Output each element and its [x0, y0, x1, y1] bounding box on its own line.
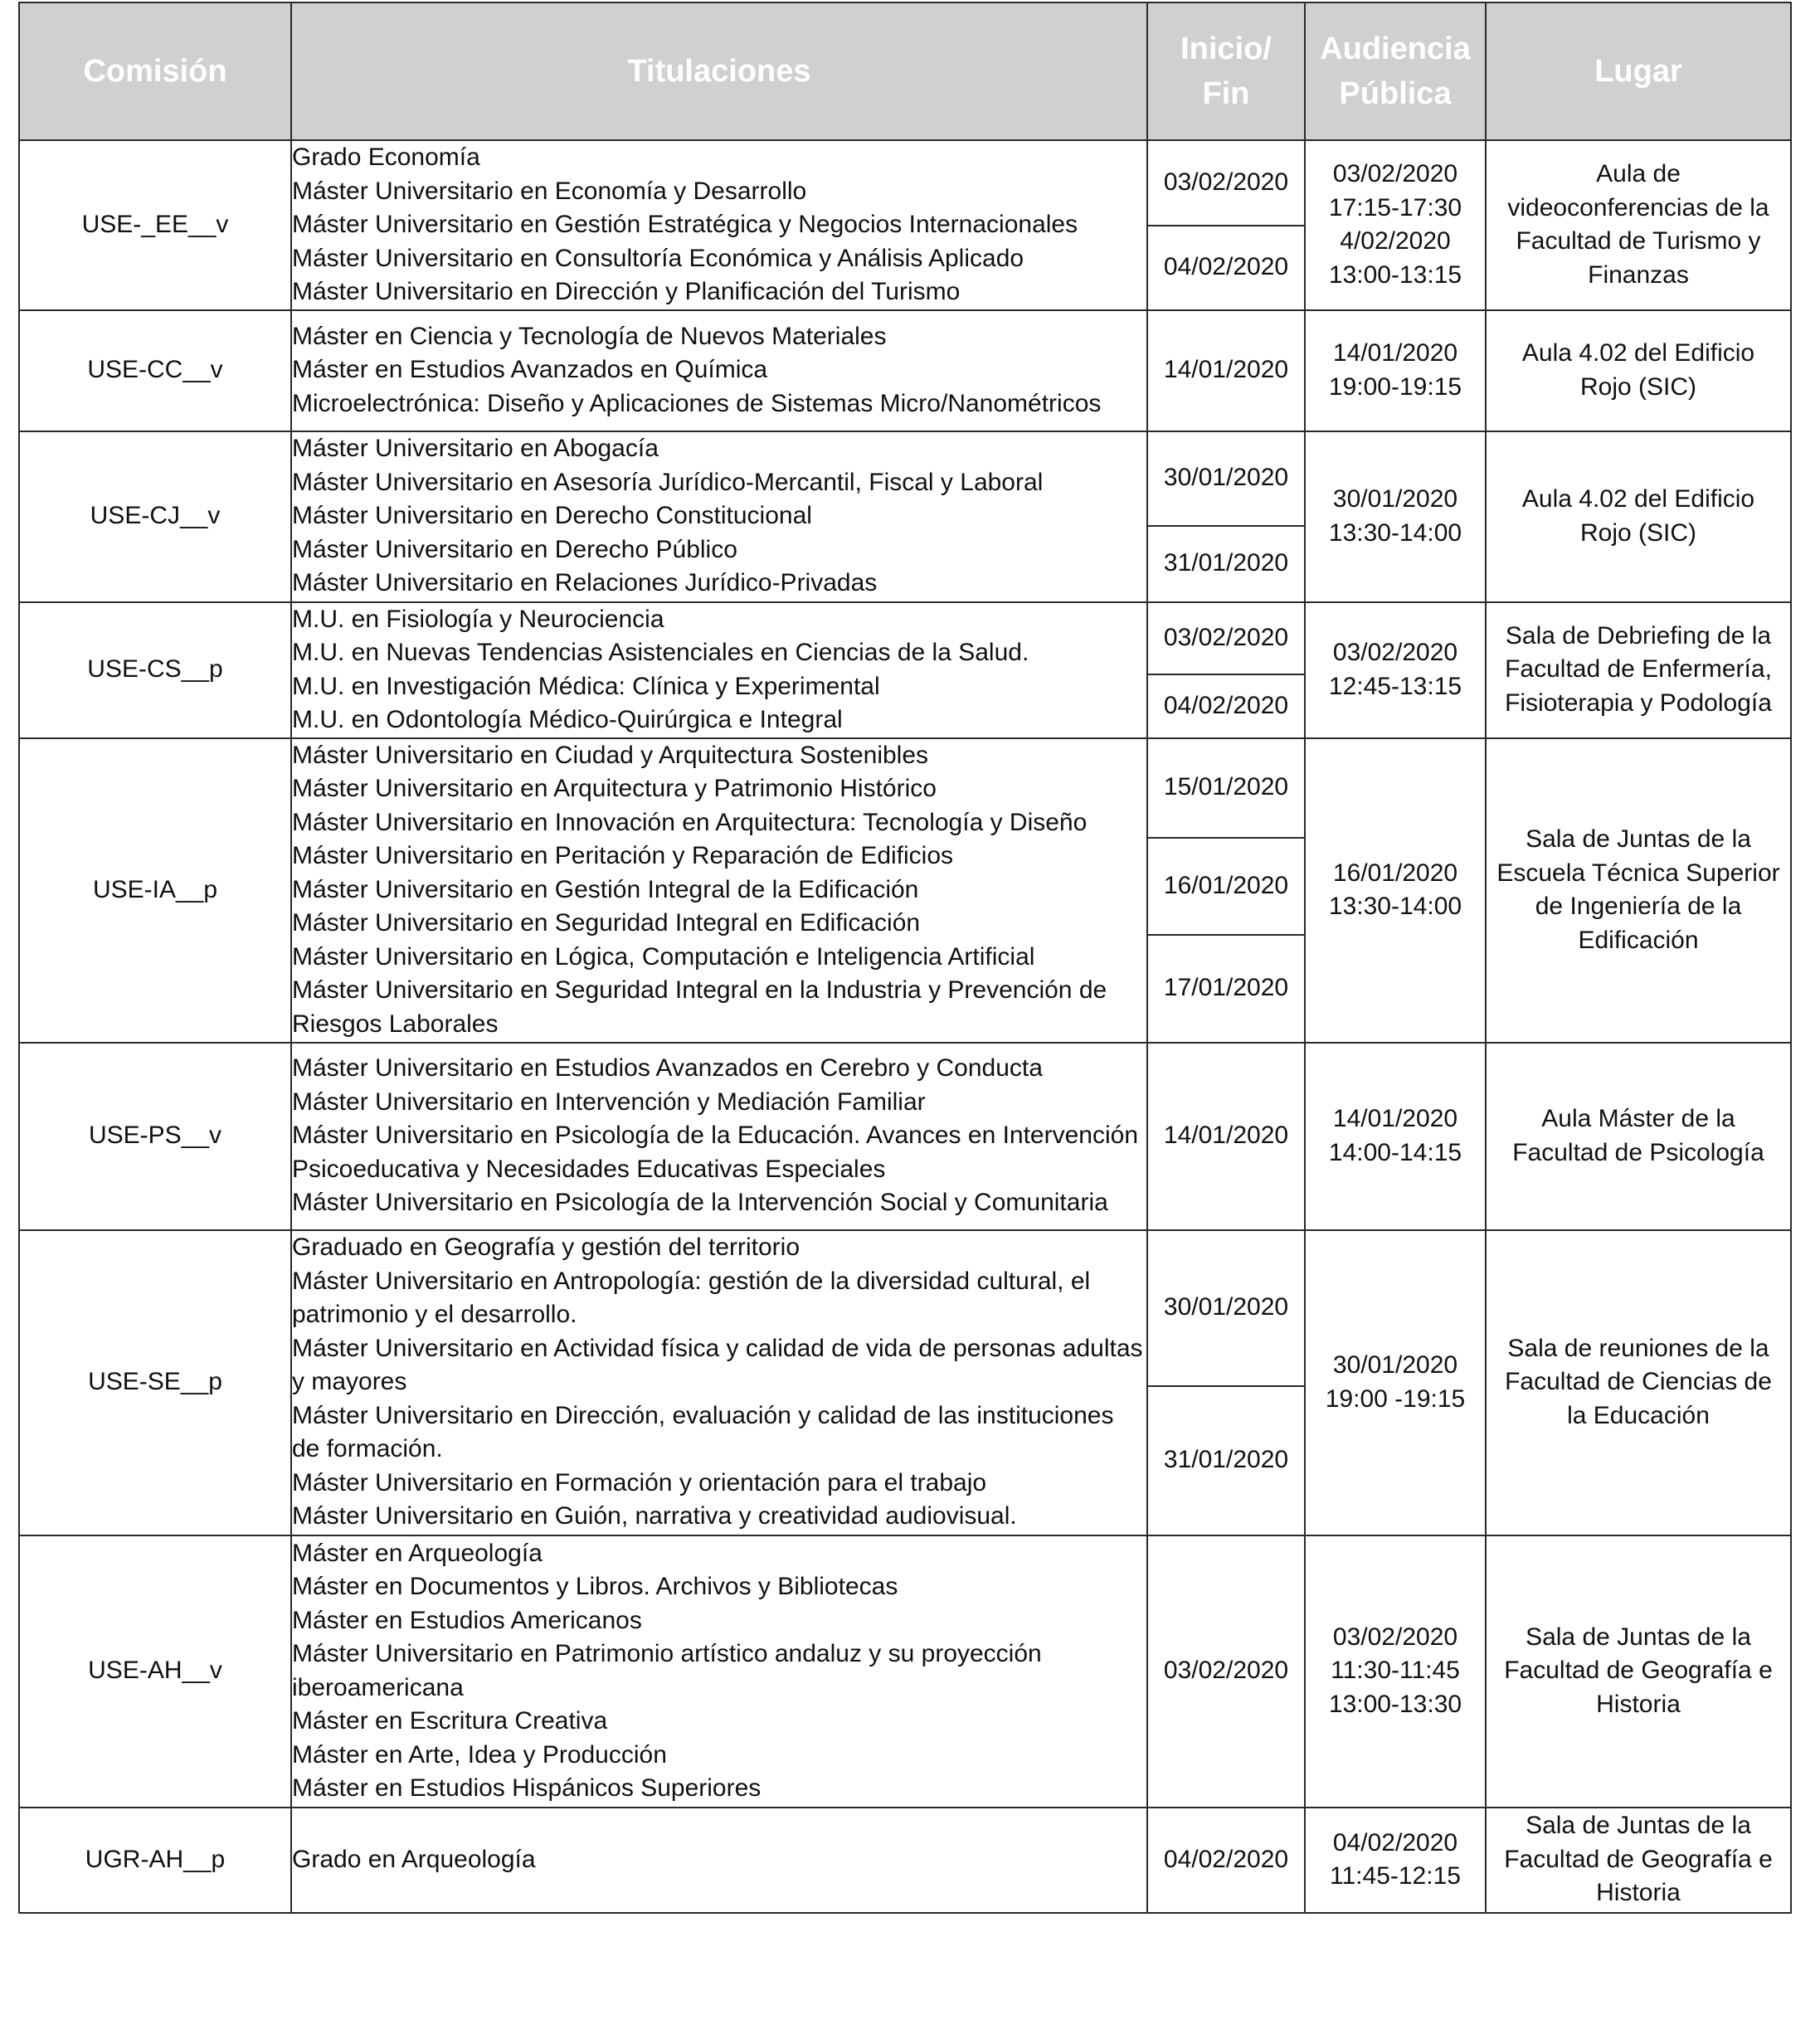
table-row [19, 1230, 1791, 1386]
audiencia-line: 13:00-13:30 [1328, 1690, 1462, 1718]
table-row [19, 1808, 1791, 1913]
lugar-line: la Educación [1567, 1401, 1710, 1429]
titulacion-line: Microelectrónica: Diseño y Aplicaciones de Sistemas Micro/Nanométricos [292, 389, 1102, 417]
date-cell: 30/01/2020 [1147, 1230, 1305, 1386]
comision-cell: UGR-AH__p [19, 1808, 291, 1913]
titulaciones-cell [291, 431, 1147, 602]
table-row [19, 602, 1791, 675]
lugar-line: Sala de Juntas de la [1526, 1812, 1751, 1840]
titulacion-line: M.U. en Investigación Médica: Clínica y Experimental [292, 672, 880, 700]
date-cell: 04/02/2020 [1147, 1808, 1305, 1913]
lugar-cell [1486, 140, 1791, 310]
date-cell: 04/02/2020 [1147, 674, 1305, 737]
titulacion-line: M.U. en Odontología Médico-Quirúrgica e Integral [292, 706, 843, 733]
header-row [19, 2, 1791, 140]
titulacion-line: Máster Universitario en Lógica, Computación e Inteligencia Artificial [292, 942, 1035, 971]
audiencia-line: 12:45-13:15 [1328, 672, 1462, 700]
lugar-line: Facultad de Turismo y [1516, 227, 1761, 255]
lugar-cell [1486, 1808, 1791, 1913]
titulacion-line: Máster Universitario en Guión, narrativa y creatividad audiovisual. [292, 1502, 1017, 1530]
titulacion-line: Máster Universitario en Peritación y Reparación de Edificios [292, 842, 954, 870]
titulacion-line: Máster Universitario en Estudios Avanzados en Cerebro y Conducta [292, 1054, 1043, 1083]
comision-cell: USE-CC__v [19, 310, 291, 431]
titulacion-line: Máster en Estudios Hispánicos Superiores [292, 1774, 762, 1802]
titulaciones-cell [291, 602, 1147, 738]
audiencia-line: 03/02/2020 [1332, 639, 1458, 666]
titulacion-line: Máster Universitario en Dirección, evaluación y calidad de las instituciones de formación. [292, 1401, 1114, 1463]
titulaciones-cell [291, 1043, 1147, 1230]
date-cell: 31/01/2020 [1147, 526, 1305, 602]
titulacion-line: Máster Universitario en Seguridad Integral en la Industria y Prevención de Riesgos Laborales [292, 976, 1107, 1038]
header-audiencia-line: Pública [1339, 76, 1452, 111]
lugar-line: Fisioterapia y Podología [1505, 689, 1772, 717]
titulacion-line: Máster en Arqueología [292, 1539, 543, 1567]
lugar-line: Historia [1596, 1690, 1681, 1718]
audiencia-cell [1305, 140, 1486, 310]
lugar-line: Aula de [1596, 160, 1681, 188]
lugar-line: Facultad de Geografía e [1504, 1845, 1773, 1873]
lugar-cell [1486, 310, 1791, 431]
titulacion-line: Máster Universitario en Arquitectura y Patrimonio Histórico [292, 775, 937, 803]
date-cell: 14/01/2020 [1147, 1043, 1305, 1230]
titulacion-line: Máster Universitario en Derecho Constitucional [292, 502, 812, 530]
table-row [19, 1043, 1791, 1230]
header-comision: Comisión [19, 2, 291, 140]
date-cell: 03/02/2020 [1147, 1535, 1305, 1808]
titulacion-line: Máster Universitario en Patrimonio artístico andaluz y su proyección iberoamericana [292, 1640, 1042, 1701]
audiencia-cell [1305, 1230, 1486, 1535]
audiencia-line: 17:15-17:30 [1328, 193, 1462, 221]
lugar-line: de Ingeniería de la [1535, 893, 1742, 920]
comision-cell: USE-CS__p [19, 602, 291, 738]
titulacion-line: Máster Universitario en Actividad física y calidad de vida de personas adultas y mayores [292, 1334, 1143, 1396]
titulacion-line: Máster Universitario en Consultoría Económica y Análisis Aplicado [292, 244, 1024, 272]
titulacion-line: Máster Universitario en Gestión Estratégica y Negocios Internacionales [292, 211, 1078, 238]
lugar-line: Sala de Juntas de la [1526, 1623, 1751, 1651]
date-cell: 30/01/2020 [1147, 431, 1305, 526]
header-inicio-fin-line: Inicio/ [1180, 32, 1272, 66]
titulacion-line: M.U. en Nuevas Tendencias Asistenciales en Ciencias de la Salud. [292, 639, 1029, 666]
lugar-line: Facultad de Ciencias de [1505, 1368, 1772, 1396]
audiencia-line: 11:30-11:45 [1331, 1657, 1460, 1685]
titulacion-line: Máster Universitario en Asesoría Jurídico-Mercantil, Fiscal y Laboral [292, 468, 1044, 496]
titulacion-line: Máster en Estudios Avanzados en Química [292, 356, 768, 384]
audiencia-line: 14:00-14:15 [1328, 1138, 1462, 1166]
audiencia-line: 4/02/2020 [1340, 227, 1451, 255]
titulaciones-cell [291, 1230, 1147, 1535]
audiencia-line: 19:00-19:15 [1328, 372, 1462, 401]
lugar-cell [1486, 602, 1791, 738]
titulacion-line: Máster Universitario en Economía y Desarrollo [292, 177, 807, 205]
titulacion-line: Máster en Ciencia y Tecnología de Nuevos Materiales [292, 322, 887, 350]
audiencia-line: 13:00-13:15 [1328, 260, 1462, 289]
header-inicio-fin-line: Fin [1202, 76, 1250, 111]
date-cell: 16/01/2020 [1147, 838, 1305, 935]
audiencia-line: 04/02/2020 [1332, 1828, 1458, 1856]
audiencia-line: 16/01/2020 [1332, 859, 1458, 887]
date-cell: 03/02/2020 [1147, 140, 1305, 226]
titulacion-line: Máster Universitario en Relaciones Jurídico-Privadas [292, 569, 878, 597]
audiencia-cell [1305, 1043, 1486, 1230]
lugar-cell [1486, 1535, 1791, 1808]
audiencia-cell [1305, 1535, 1486, 1808]
table-row [19, 738, 1791, 838]
audiencia-line: 03/02/2020 [1332, 1623, 1458, 1651]
date-cell: 31/01/2020 [1147, 1386, 1305, 1535]
titulacion-line: Máster Universitario en Seguridad Integral en Edificación [292, 909, 921, 937]
audiencia-cell [1305, 431, 1486, 602]
audiencia-line: 19:00 -19:15 [1325, 1384, 1466, 1413]
lugar-cell [1486, 1043, 1791, 1230]
lugar-line: Facultad de Psicología [1512, 1138, 1764, 1166]
table-row [19, 1535, 1791, 1808]
lugar-cell [1486, 738, 1791, 1043]
lugar-line: Historia [1596, 1879, 1681, 1907]
comision-cell: USE-IA__p [19, 738, 291, 1043]
titulacion-line: Máster Universitario en Innovación en Arquitectura: Tecnología y Diseño [292, 808, 1088, 836]
header-titulaciones: Titulaciones [291, 2, 1147, 140]
titulacion-line: Máster Universitario en Psicología de la Intervención Social y Comunitaria [292, 1189, 1108, 1217]
audiencia-line: 14/01/2020 [1332, 339, 1458, 367]
titulacion-line: Grado en Arqueología [292, 1845, 536, 1873]
lugar-line: videoconferencias de la [1507, 193, 1769, 221]
titulacion-line: Graduado en Geografía y gestión del territorio [292, 1234, 801, 1262]
lugar-line: Aula 4.02 del Edificio [1521, 485, 1755, 513]
audiencia-cell [1305, 310, 1486, 431]
titulacion-line: Grado Economía [292, 144, 480, 171]
audiencia-line: 13:30-14:00 [1328, 518, 1462, 547]
audiencia-line: 13:30-14:00 [1328, 893, 1462, 920]
comision-cell: USE-PS__v [19, 1043, 291, 1230]
date-cell: 15/01/2020 [1147, 738, 1305, 838]
date-cell: 17/01/2020 [1147, 935, 1305, 1043]
lugar-line: Facultad de Geografía e [1504, 1657, 1773, 1685]
titulaciones-cell [291, 310, 1147, 431]
lugar-line: Sala de reuniones de la [1507, 1334, 1769, 1362]
date-cell: 14/01/2020 [1147, 310, 1305, 431]
titulacion-line: Máster Universitario en Psicología de la Educación. Avances en Intervención Psicoeducativa y Necesidades Educativas Especiales [292, 1122, 1139, 1183]
table-row [19, 431, 1791, 526]
header-inicio-fin [1147, 2, 1305, 140]
lugar-line: Finanzas [1588, 260, 1689, 289]
titulaciones-cell [291, 738, 1147, 1043]
header-audiencia-line: Audiencia [1320, 32, 1471, 66]
titulacion-line: Máster Universitario en Abogacía [292, 435, 659, 463]
titulacion-line: Máster en Estudios Americanos [292, 1606, 642, 1634]
titulacion-line: Máster en Arte, Idea y Producción [292, 1740, 667, 1769]
titulaciones-cell [291, 140, 1147, 310]
audiencia-cell [1305, 1808, 1486, 1913]
comision-cell: USE-SE__p [19, 1230, 291, 1535]
header-audiencia-publica [1305, 2, 1486, 140]
header-lugar: Lugar [1486, 2, 1791, 140]
titulacion-line: Máster Universitario en Derecho Público [292, 535, 737, 563]
commission-schedule-table [18, 2, 1792, 1914]
titulacion-line: Máster Universitario en Ciudad y Arquitectura Sostenibles [292, 741, 929, 769]
lugar-line: Facultad de Enfermería, [1505, 655, 1772, 684]
titulaciones-cell [291, 1535, 1147, 1808]
comision-cell: USE-_EE__v [19, 140, 291, 310]
comision-cell: USE-AH__v [19, 1535, 291, 1808]
titulacion-line: Máster Universitario en Gestión Integral de la Edificación [292, 875, 919, 903]
audiencia-line: 11:45-12:15 [1330, 1862, 1461, 1890]
lugar-line: Sala de Debriefing de la [1505, 621, 1772, 650]
lugar-cell [1486, 431, 1791, 602]
lugar-line: Edificación [1578, 926, 1699, 954]
date-cell: 04/02/2020 [1147, 226, 1305, 310]
audiencia-line: 03/02/2020 [1332, 160, 1458, 188]
titulacion-line: Máster Universitario en Dirección y Planificación del Turismo [292, 278, 961, 305]
lugar-line: Aula 4.02 del Edificio [1521, 339, 1755, 367]
date-cell: 03/02/2020 [1147, 602, 1305, 675]
audiencia-cell [1305, 602, 1486, 738]
titulacion-line: M.U. en Fisiología y Neurociencia [292, 605, 664, 633]
lugar-cell [1486, 1230, 1791, 1535]
audiencia-cell [1305, 738, 1486, 1043]
comision-cell: USE-CJ__v [19, 431, 291, 602]
audiencia-line: 30/01/2020 [1332, 1351, 1458, 1379]
titulacion-line: Máster Universitario en Antropología: gestión de la diversidad cultural, el patrimonio y el desarrollo. [292, 1267, 1091, 1329]
lugar-line: Rojo (SIC) [1579, 372, 1697, 401]
audiencia-line: 30/01/2020 [1332, 485, 1458, 513]
table-row [19, 140, 1791, 226]
audiencia-line: 14/01/2020 [1332, 1105, 1458, 1132]
lugar-line: Aula Máster de la [1541, 1105, 1735, 1132]
titulacion-line: Máster en Documentos y Libros. Archivos y Bibliotecas [292, 1573, 898, 1600]
titulacion-line: Máster en Escritura Creativa [292, 1707, 608, 1735]
titulaciones-cell [291, 1808, 1147, 1913]
lugar-line: Rojo (SIC) [1579, 518, 1697, 547]
lugar-line: Escuela Técnica Superior [1496, 859, 1780, 887]
lugar-line: Sala de Juntas de la [1526, 825, 1751, 853]
titulacion-line: Máster Universitario en Formación y orientación para el trabajo [292, 1468, 987, 1496]
titulacion-line: Máster Universitario en Intervención y Mediación Familiar [292, 1088, 926, 1116]
table-row [19, 310, 1791, 431]
